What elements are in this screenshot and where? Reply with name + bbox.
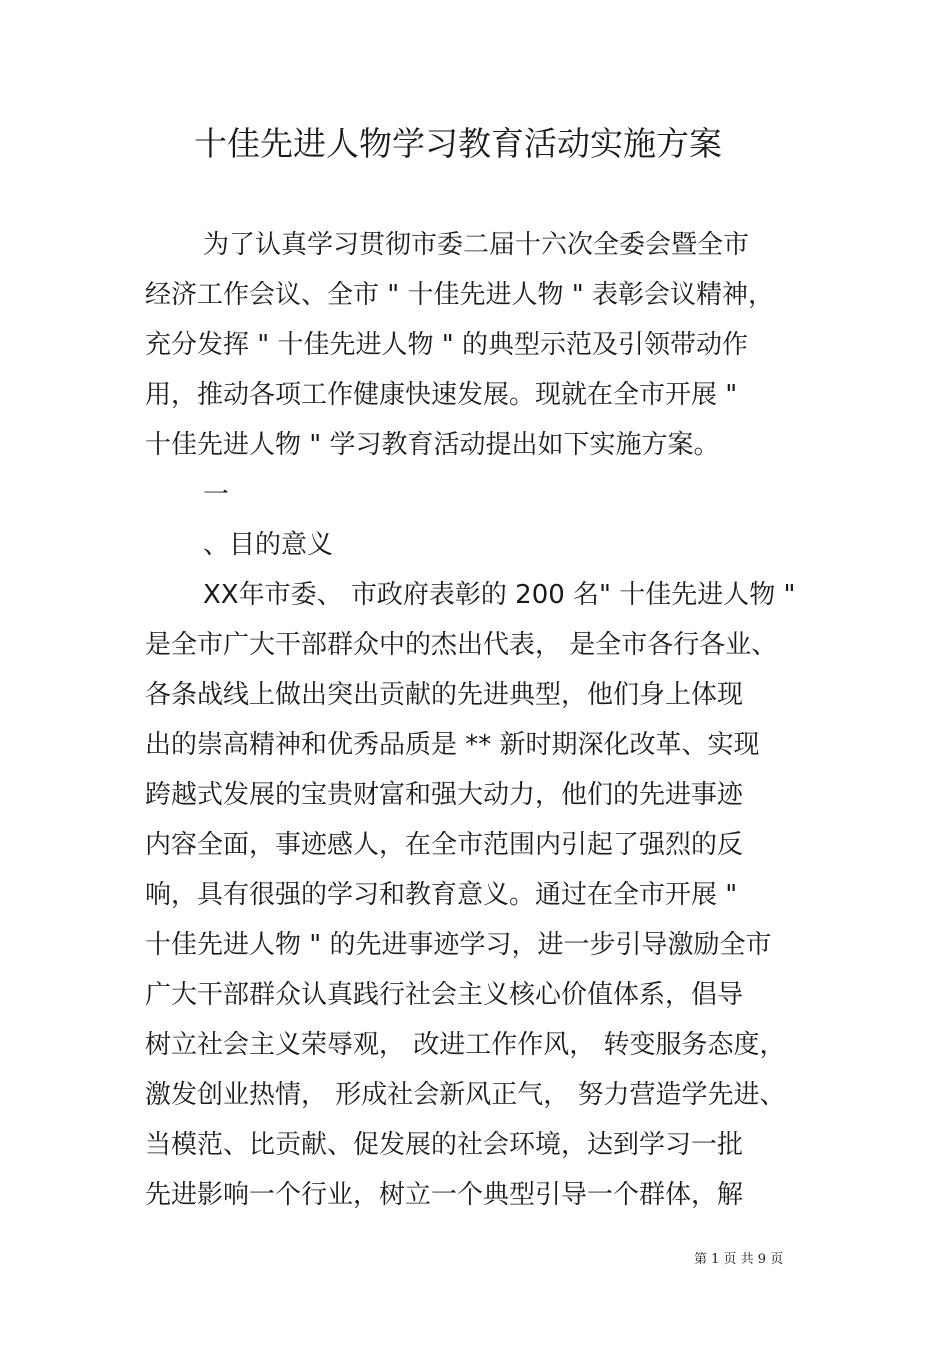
paragraph-line: 十佳先进人物 " 的先进事迹学习，进一步引导激励全市	[145, 930, 772, 960]
paragraph-line: 先进影响一个行业，树立一个典型引导一个群体，解	[145, 1180, 744, 1210]
paragraph-line: 为了认真学习贯彻市委二届十六次全委会暨全市	[203, 230, 750, 260]
paragraph-line: 当模范、比贡献、促发展的社会环境，达到学习一批	[145, 1130, 744, 1160]
paragraph-line: 是全市广大干部群众中的杰出代表， 是全市各行各业、	[145, 630, 778, 660]
section-heading: 、目的意义	[203, 530, 334, 560]
paragraph-line: 树立社会主义荣辱观， 改进工作作风， 转变服务态度，	[145, 1030, 786, 1060]
paragraph-line: XX年市委、 市政府表彰的 200 名" 十佳先进人物 "	[203, 580, 796, 610]
paragraph-line: 十佳先进人物 " 学习教育活动提出如下实施方案。	[145, 430, 720, 460]
paragraph-line: 经济工作会议、全市 " 十佳先进人物 " 表彰会议精神，	[145, 280, 774, 310]
paragraph-line: 用，推动各项工作健康快速发展。现就在全市开展 "	[145, 380, 738, 410]
document-body	[145, 220, 815, 1220]
paragraph-line: 出的崇高精神和优秀品质是 ** 新时期深化改革、实现	[145, 730, 760, 760]
document-title: 十佳先进人物学习教育活动实施方案	[194, 124, 722, 163]
paragraph-line: 内容全面，事迹感人，在全市范围内引起了强烈的反	[145, 830, 744, 860]
paragraph-line: 各条战线上做出突出贡献的先进典型，他们身上体现	[145, 680, 744, 710]
paragraph-line: 充分发挥 " 十佳先进人物 " 的典型示范及引领带动作	[145, 330, 748, 360]
paragraph-line: 激发创业热情， 形成社会新风正气， 努力营造学先进、	[145, 1080, 786, 1110]
section-number: 一	[203, 480, 230, 510]
paragraph-line: 响，具有很强的学习和教育意义。通过在全市开展 "	[145, 880, 738, 910]
page-number-footer: 第 1 页 共 9 页	[694, 1252, 784, 1267]
paragraph-line: 跨越式发展的宝贵财富和强大动力，他们的先进事迹	[145, 780, 744, 810]
paragraph-line: 广大干部群众认真践行社会主义核心价值体系，倡导	[145, 980, 744, 1010]
